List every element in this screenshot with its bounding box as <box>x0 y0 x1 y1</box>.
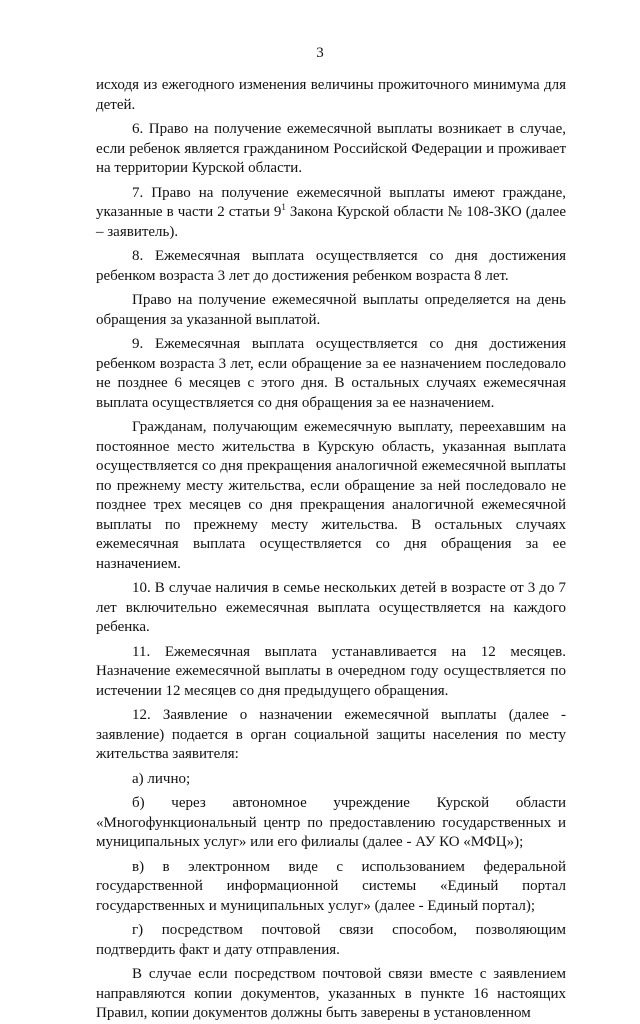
paragraph-9-continued: Гражданам, получающим ежемесячную выплату, переехавшим на постоянное место жительства в Курскую область, указанная выплата осуществляется со дня прекращения аналогичной ежемесячной выплаты по прежнему месту жительства, если обращение за ней последовало не позднее трех месяцев со дня прекращения аналогичной ежемесячной выплаты по прежнему месту жительства. В остальных случаях ежемесячная выплата осуществляется со дня обращения за ее назначением. <box>96 419 566 572</box>
paragraph-7 <box>96 184 566 243</box>
paragraph-7-text-end: Закона Курской области № 108-ЗКО (далее – заявитель). <box>96 204 566 240</box>
paragraph-9: 9. Ежемесячная выплата осуществляется со дня достижения ребенком возраста 3 лет, если обращение за ее назначением последовало не позднее 6 месяцев с этого дня. В остальных случаях ежемесячная выплата осуществляется со дня обращения за ее назначением. <box>96 336 566 411</box>
document-body <box>96 76 566 1024</box>
paragraph-continuation: исходя из ежегодного изменения величины прожиточного минимума для детей. <box>96 77 566 113</box>
list-item-a: а) лично; <box>132 770 191 787</box>
paragraph-7-text-start: 7. Право на получение ежемесячной выплаты имеют граждане, указанные в части 2 статьи 9 <box>96 184 566 220</box>
paragraph-10: 10. В случае наличия в семье нескольких детей в возрасте от 3 до 7 лет включительно ежемесячная выплата осуществляется на каждого ребенка. <box>96 580 566 635</box>
paragraph-6: 6. Право на получение ежемесячной выплаты возникает в случае, если ребенок является гражданином Российской Федерации и проживает на территории Курской области. <box>96 121 566 176</box>
list-item-v: в) в электронном виде с использованием федеральной государственной информационной системы «Единый портал государственных и муниципальных услуг» (далее - Единый портал); <box>96 858 566 914</box>
paragraph-11: 11. Ежемесячная выплата устанавливается на 12 месяцев. Назначение ежемесячной выплаты в очередном году осуществляется по истечении 12 месяцев со дня предыдущего обращения. <box>96 643 566 699</box>
paragraph-postal-copies: В случае если посредством почтовой связи вместе с заявлением направляются копии документов, указанных в пункте 16 настоящих Правил, копии документов должны быть заверены в установленном <box>96 966 566 1021</box>
paragraph-8-continued: Право на получение ежемесячной выплаты определяется на день обращения за указанной выплатой. <box>96 292 566 328</box>
list-item-b: б) через автономное учреждение Курской области «Многофункциональный центр по предоставлению государственных и муниципальных услуг» или его филиалы (далее - АУ КО «МФЦ»); <box>96 795 566 850</box>
page-number: 3 <box>316 45 324 61</box>
paragraph-8: 8. Ежемесячная выплата осуществляется со дня достижения ребенком возраста 3 лет до достижения ребенком возраста 8 лет. <box>96 248 566 284</box>
list-item-g: г) посредством почтовой связи способом, позволяющим подтвердить факт и дату отправления. <box>96 922 566 958</box>
article-superscript: 1 <box>281 202 286 212</box>
paragraph-12: 12. Заявление о назначении ежемесячной выплаты (далее - заявление) подается в орган социальной защиты населения по месту жительства заявителя: <box>96 707 566 762</box>
